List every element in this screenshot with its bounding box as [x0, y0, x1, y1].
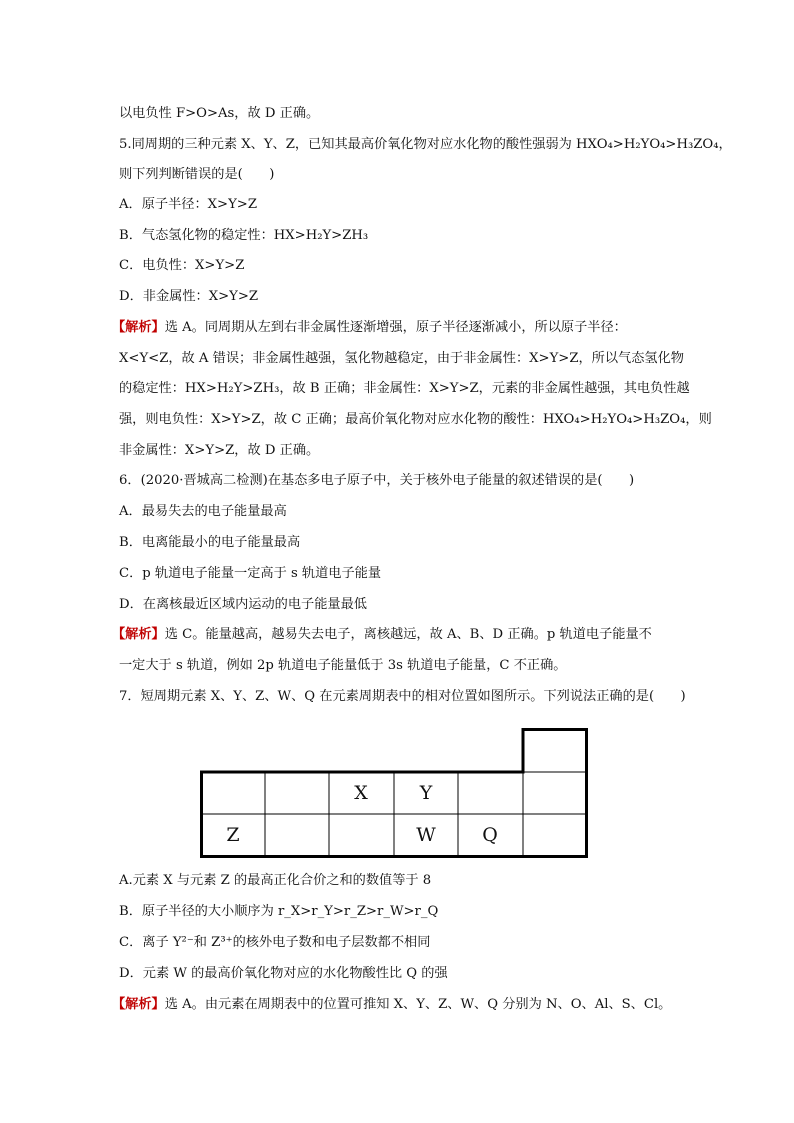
- q6-analysis-line: [112, 626, 652, 644]
- q5-analysis-line: 非金属性：X>Y>Z，故 D 正确。: [119, 443, 320, 458]
- q5-option-a: A．原子半径：X>Y>Z: [119, 197, 258, 212]
- question-5-stem-cont: 则下列判断错误的是( ): [119, 167, 275, 182]
- q5-option-d: D．非金属性：X>Y>Z: [119, 289, 259, 304]
- q5-analysis-line: X<Y<Z，故 A 错误；非金属性越强，氢化物越稳定，由于非金属性：X>Y>Z，所以气态氢化物: [119, 351, 684, 366]
- q7-option-a: A.元素 X 与元素 Z 的最高正化合价之和的数值等于 8: [119, 873, 432, 888]
- question-7-stem: 7．短周期元素 X、Y、Z、W、Q 在元素周期表中的相对位置如图所示。下列说法正确的是( ): [119, 689, 686, 704]
- q7-option-d: D．元素 W 的最高价氧化物对应的水化物酸性比 Q 的强: [119, 966, 448, 981]
- analysis-text: 选 A。由元素在周期表中的位置可推知 X、Y、Z、W、Q 分别为 N、O、Al、S、Cl。: [164, 997, 672, 1012]
- analysis-label: 【解析】: [112, 627, 165, 642]
- q5-option-c: C．电负性：X>Y>Z: [119, 258, 245, 273]
- question-6-stem: 6．(2020·晋城高二检测)在基态多电子原子中，关于核外电子能量的叙述错误的是( ): [119, 473, 635, 488]
- element-q-label: Q: [482, 824, 498, 846]
- q7-option-b: B．原子半径的大小顺序为 r_X>r_Y>r_Z>r_W>r_Q: [119, 904, 439, 919]
- analysis-text: 选 C。能量越高，越易失去电子，离核越远，故 A、B、D 正确。p 轨道电子能量不: [164, 627, 652, 642]
- q6-option-c: C．p 轨道电子能量一定高于 s 轨道电子能量: [119, 566, 382, 581]
- q6-option-b: B．电离能最小的电子能量最高: [119, 535, 301, 550]
- q6-option-a: A．最易失去的电子能量最高: [119, 504, 287, 519]
- question-5-stem: 5.同周期的三种元素 X、Y、Z，已知其最高价氧化物对应水化物的酸性强弱为 HXO₄>H₂YO₄>H₃ZO₄，: [119, 137, 732, 152]
- text-line: 以电负性 F>O>As，故 D 正确。: [119, 106, 320, 121]
- q5-analysis-line: [112, 319, 627, 337]
- q6-option-d: D．在离核最近区域内运动的电子能量最低: [119, 597, 367, 612]
- element-z-label: Z: [226, 824, 240, 846]
- element-w-label: W: [416, 824, 436, 846]
- q5-option-b: B．气态氢化物的稳定性：HX>H₂Y>ZH₃: [119, 228, 369, 243]
- q7-analysis-line: [112, 996, 671, 1014]
- q7-option-c: C．离子 Y²⁻和 Z³⁺的核外电子数和电子层数都不相同: [119, 935, 431, 950]
- periodic-table-figure: [200, 728, 588, 858]
- analysis-label: 【解析】: [112, 997, 165, 1012]
- analysis-text: 选 A。同周期从左到右非金属性逐渐增强，原子半径逐渐减小，所以原子半径：: [164, 320, 627, 335]
- q5-analysis-line: 的稳定性：HX>H₂Y>ZH₃，故 B 正确；非金属性：X>Y>Z，元素的非金属性越强，其电负性越: [119, 381, 690, 396]
- analysis-label: 【解析】: [112, 320, 165, 335]
- q6-analysis-line: 一定大于 s 轨道，例如 2p 轨道电子能量低于 3s 轨道电子能量，C 不正确。: [119, 658, 567, 673]
- q5-analysis-line: 强，则电负性：X>Y>Z，故 C 正确；最高价氧化物对应水化物的酸性：HXO₄>H₂YO₄>H₃ZO₄，则: [119, 412, 712, 427]
- element-x-label: X: [354, 782, 368, 804]
- element-y-label: Y: [419, 782, 433, 804]
